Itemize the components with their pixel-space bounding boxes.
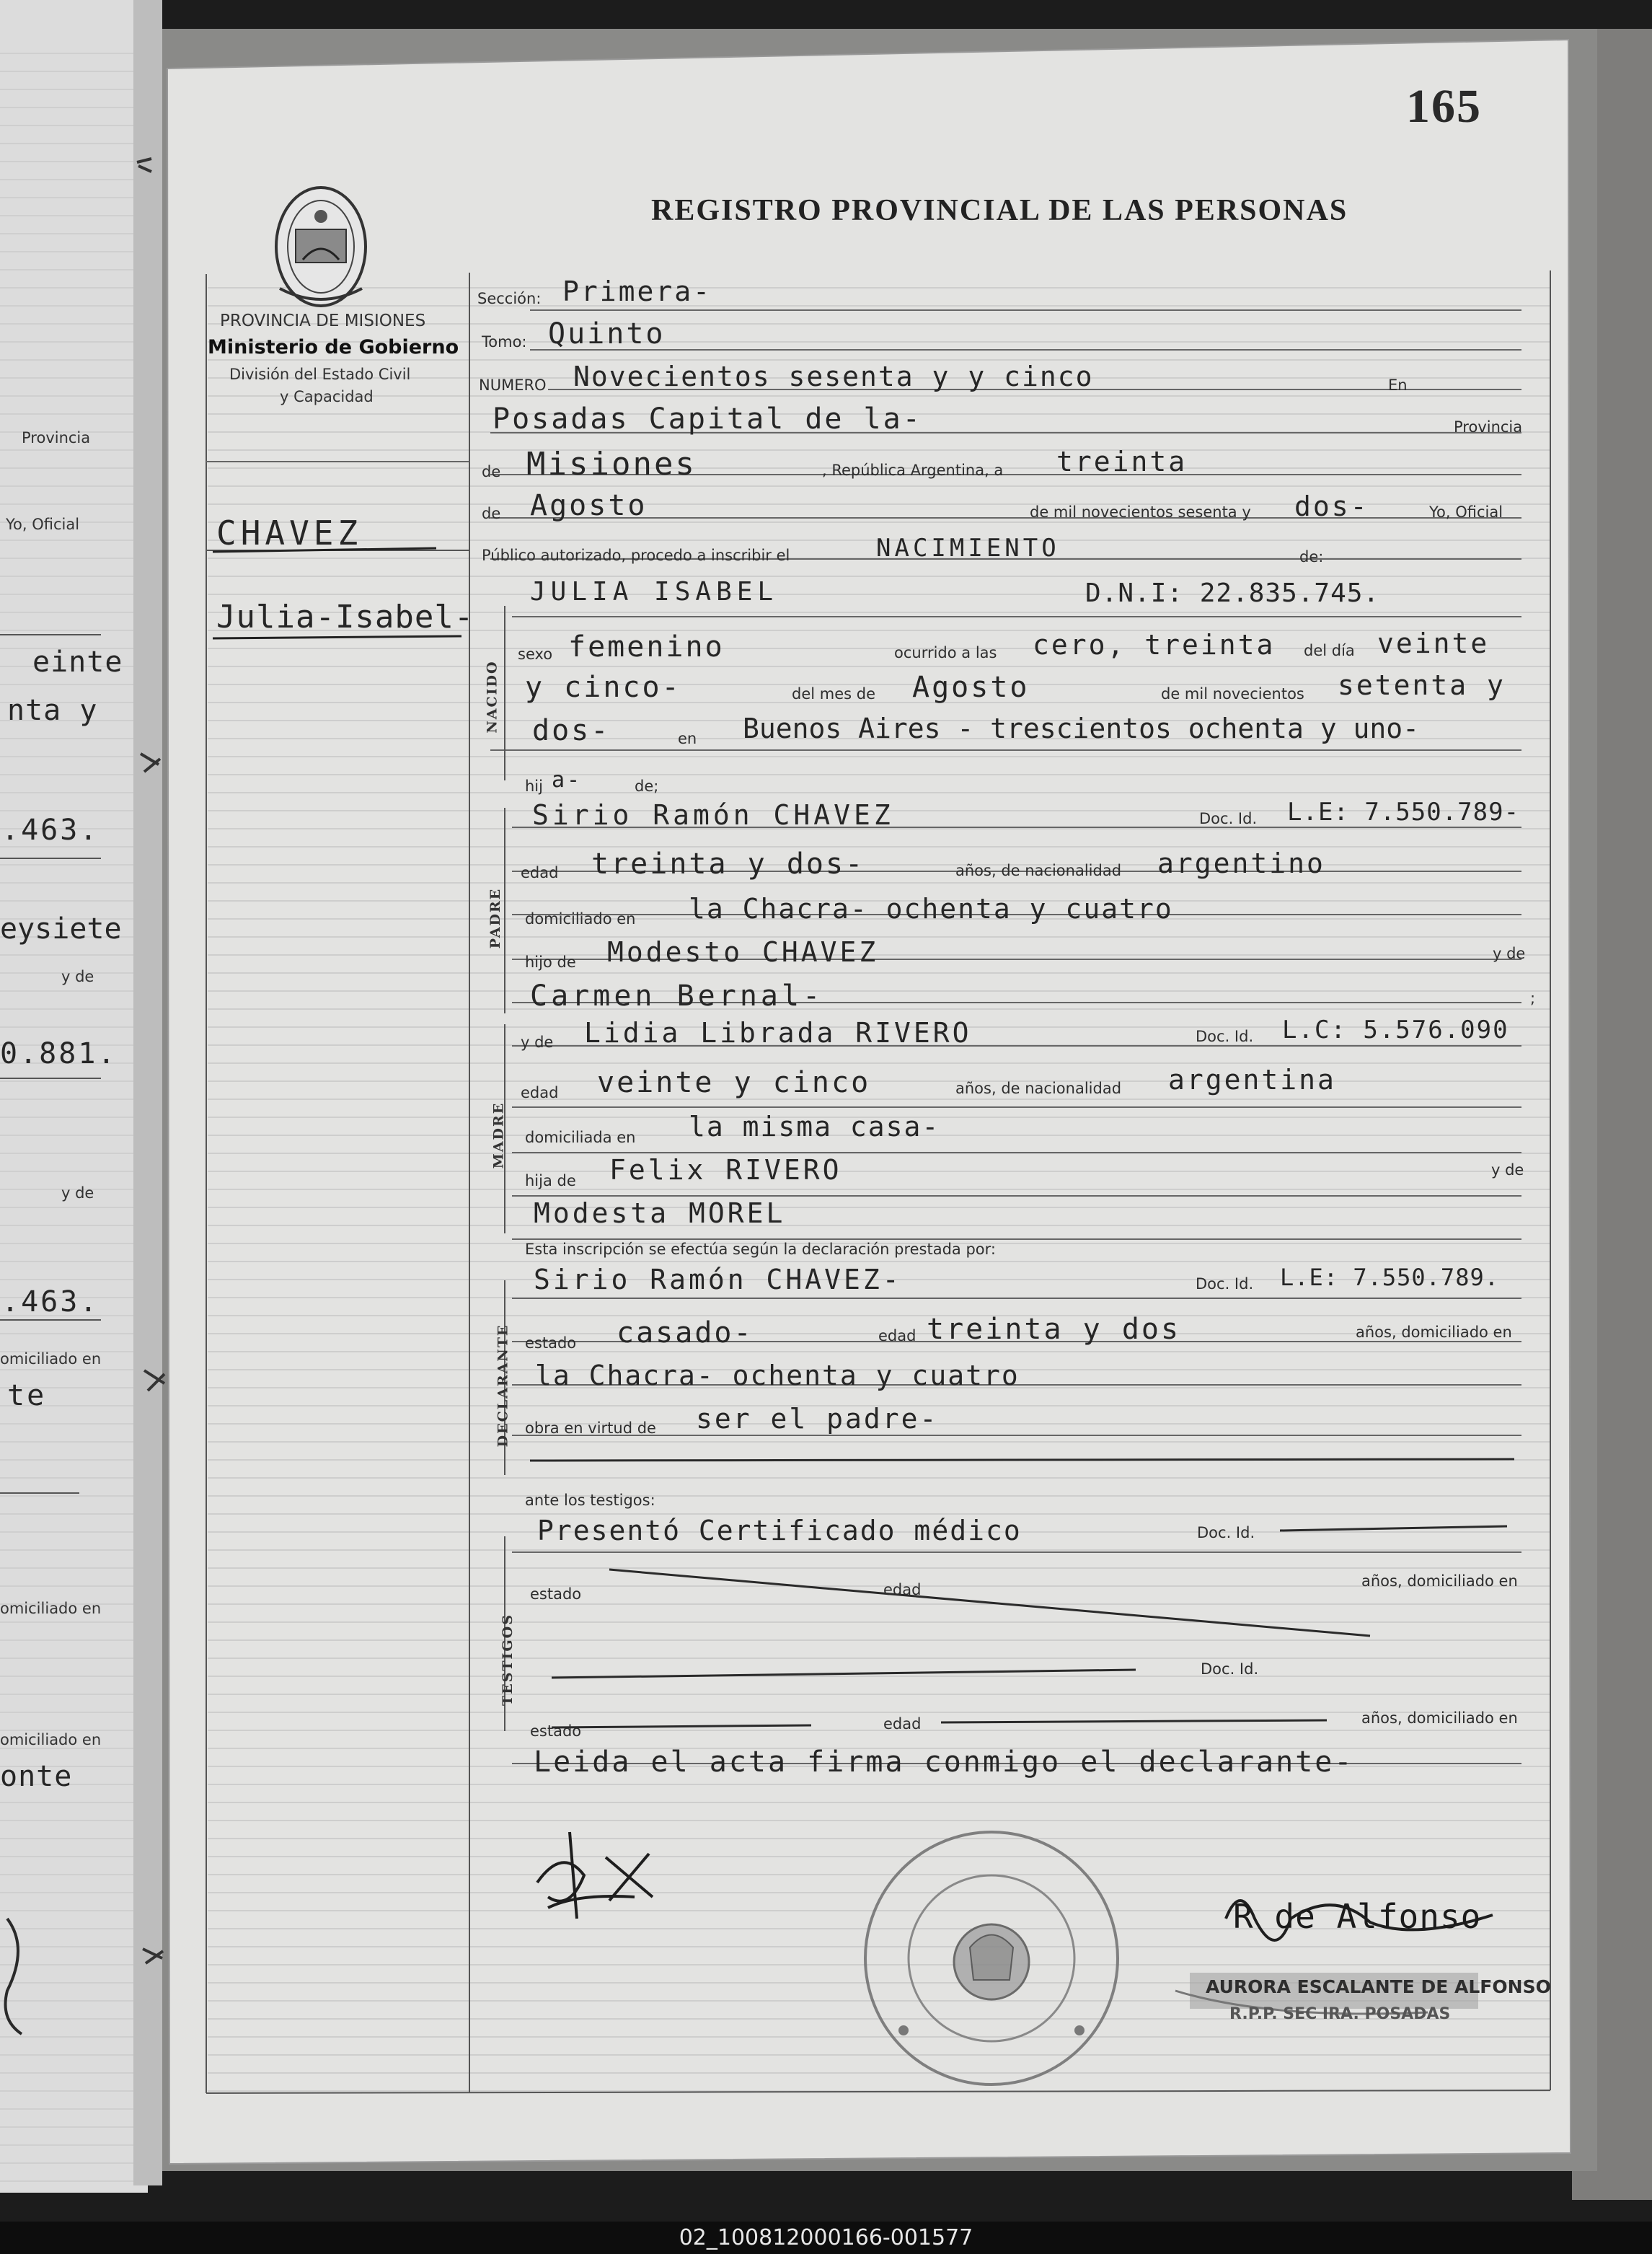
de-label-3: de: [1299, 548, 1324, 565]
father-doc-label: Doc. Id. [1199, 810, 1258, 827]
father-semicolon: ; [1530, 990, 1536, 1007]
day-value: treinta [1056, 446, 1188, 477]
left-frag: omiciliado en [0, 1600, 102, 1617]
left-frag: te [7, 1379, 47, 1412]
section-nacido: NACIDO [484, 660, 500, 734]
month-value: Agosto [530, 489, 648, 522]
page-number: 165 [1406, 80, 1482, 133]
birth-place: Buenos Aires - trescientos ochenta y uno- [743, 713, 1419, 744]
seccion-value: Primera- [562, 276, 712, 307]
mother-name: Lidia Librada RIVERO [584, 1017, 972, 1049]
birth-year-label: de mil novecientos [1161, 685, 1304, 703]
province-value: Misiones [526, 446, 697, 483]
section-madre: MADRE [490, 1101, 507, 1169]
declarant-estado: casado- [617, 1316, 754, 1350]
father-hijo-de-label: hijo de [525, 954, 576, 971]
declarante-intro: Esta inscripción se efectúa según la declaración prestada por: [525, 1241, 996, 1258]
left-frag: omiciliado en [0, 1350, 102, 1368]
father-name: Sirio Ramón CHAVEZ [532, 799, 894, 831]
de-label-2: de [482, 505, 501, 522]
seccion-label: Sección: [477, 290, 542, 307]
mes-label: del mes de [792, 685, 876, 703]
place-value: Posadas Capital de la- [492, 402, 922, 436]
official-signature: R de Alfonso [1233, 1897, 1482, 1936]
declarant-address: la Chacra- ochenta y cuatro [535, 1360, 1020, 1391]
ocurrido-label: ocurrido a las [894, 644, 997, 661]
testigo-edad-label-2: edad [883, 1715, 922, 1733]
de-label: de [482, 463, 501, 480]
maternal-grandmother: Modesta MOREL [534, 1197, 786, 1229]
birth-year-value-2: dos- [532, 714, 611, 747]
agency-line-4: y Capacidad [280, 388, 374, 405]
mother-age: veinte y cinco [597, 1066, 871, 1099]
father-address: la Chacra- ochenta y cuatro [689, 893, 1173, 925]
day-value-2: y cinco- [525, 671, 681, 704]
sexo-label: sexo [518, 646, 553, 663]
declarant-edad-label: edad [878, 1327, 916, 1344]
declarant-doc-label: Doc. Id. [1196, 1275, 1254, 1293]
tomo-value: Quinto [548, 317, 666, 351]
testigo-estado-label-2: estado [530, 1722, 582, 1740]
left-frag: eysiete [0, 912, 122, 946]
birth-en-label: en [678, 730, 697, 747]
testigo-anos-label: años, domiciliado en [1361, 1572, 1518, 1590]
left-frag: Provincia [22, 429, 91, 446]
margin-surname: CHAVEZ [216, 514, 363, 553]
declarant-name: Sirio Ramón CHAVEZ- [534, 1264, 902, 1295]
tomo-label: Tomo: [482, 333, 527, 351]
republica-label: , República Argentina, a [822, 462, 1004, 479]
child-dni: D.N.I: 22.835.745. [1085, 578, 1380, 608]
left-frag: einte [32, 646, 123, 679]
numero-value: Novecientos sesenta y y cinco [573, 361, 1094, 392]
year-label: de mil novecientos sesenta y [1030, 503, 1251, 521]
left-frag: y de [61, 968, 94, 985]
year-value: dos- [1294, 490, 1369, 522]
declarant-anos-label: años, domiciliado en [1356, 1324, 1512, 1341]
publico-label: Público autorizado, procedo a inscribir el [482, 547, 790, 564]
en-label: En [1388, 377, 1408, 394]
section-testigos: TESTIGOS [499, 1614, 516, 1706]
agency-line-3: División del Estado Civil [229, 366, 411, 383]
official-title: R.P.P. SEC IRA. POSADAS [1229, 2005, 1451, 2023]
child-name: JULIA ISABEL [530, 577, 779, 607]
numero-label: NUMERO [479, 377, 547, 394]
act-value: NACIMIENTO [876, 534, 1060, 563]
del-dia-label: del día [1304, 642, 1355, 659]
father-dom-label: domiciliado en [525, 910, 636, 928]
birth-year-value: setenta y [1338, 669, 1506, 701]
obra-value: ser el padre- [696, 1403, 939, 1435]
provincia-label: Provincia [1454, 418, 1523, 436]
declarant-doc-value: L.E: 7.550.789. [1280, 1264, 1499, 1291]
hijo-de-label: de; [635, 778, 659, 795]
registry-title: REGISTRO PROVINCIAL DE LAS PERSONAS [651, 194, 1348, 227]
mother-y-de-label: y de [521, 1034, 554, 1051]
mother-hija-de-label: hija de [525, 1172, 576, 1189]
maternal-grandfather: Felix RIVERO [609, 1154, 842, 1186]
declarant-estado-label: estado [525, 1334, 577, 1352]
ante-testigos-label: ante los testigos: [525, 1492, 655, 1509]
closing-statement: Leida el acta firma conmigo el declarante- [534, 1745, 1354, 1779]
province-seal-icon [276, 188, 366, 306]
mother-address: la misma casa- [689, 1111, 940, 1143]
sexo-value: femenino [568, 630, 725, 664]
agency-line-1: PROVINCIA DE MISIONES [220, 312, 426, 330]
official-name: AURORA ESCALANTE DE ALFONSO [1206, 1976, 1551, 1997]
testigo-estado-label: estado [530, 1585, 582, 1603]
agency-line-2: Ministerio de Gobierno [208, 336, 459, 358]
left-frag: 0.881. [0, 1037, 118, 1070]
testigo-doc-label-2: Doc. Id. [1201, 1660, 1259, 1678]
paternal-grandmother: Carmen Bernal- [530, 979, 824, 1013]
father-nationality: argentino [1157, 848, 1325, 879]
testigo-anos-label-2: años, domiciliado en [1361, 1709, 1518, 1727]
left-frag: nta y [7, 694, 98, 727]
declarant-age: treinta y dos [927, 1313, 1181, 1346]
mother-y-de-label-2: y de [1491, 1161, 1524, 1179]
father-y-de-label: y de [1493, 945, 1526, 962]
left-frag: y de [61, 1184, 94, 1202]
obra-label: obra en virtud de [525, 1419, 656, 1437]
testigo-edad-label: edad [883, 1581, 922, 1598]
father-edad-label: edad [521, 864, 559, 881]
left-frag: .463. [1, 1285, 100, 1318]
mother-doc-value: L.C: 5.576.090 [1282, 1016, 1509, 1044]
hour-value: cero, treinta [1033, 629, 1276, 661]
oficial-label: Yo, Oficial [1429, 503, 1503, 521]
father-nac-label: años, de nacionalidad [955, 862, 1122, 879]
mother-nac-label: años, de nacionalidad [955, 1080, 1122, 1097]
testigo-doc-label: Doc. Id. [1197, 1524, 1255, 1541]
presento-value: Presentó Certificado médico [537, 1515, 1022, 1546]
left-frag: onte [0, 1760, 73, 1793]
margin-given-names: Julia-Isabel- [216, 599, 474, 635]
section-declarante: DECLARANTE [495, 1324, 511, 1448]
birth-month: Agosto [912, 671, 1030, 704]
section-padre: PADRE [487, 887, 504, 949]
mother-doc-label: Doc. Id. [1196, 1028, 1254, 1045]
day-value-1: veinte [1377, 628, 1490, 659]
paternal-grandfather: Modesto CHAVEZ [607, 936, 879, 968]
father-age: treinta y dos- [591, 848, 865, 881]
left-frag: omiciliado en [0, 1731, 102, 1748]
hijo-label: hij [525, 778, 543, 795]
left-frag: Yo, Oficial [6, 516, 80, 533]
mother-nationality: argentina [1168, 1064, 1336, 1096]
mother-dom-label: domiciliada en [525, 1129, 636, 1146]
mother-edad-label: edad [521, 1084, 559, 1101]
left-frag: .463. [1, 814, 100, 847]
image-id-footer: 02_100812000166-001577 [0, 2222, 1652, 2254]
hijo-suffix: a- [552, 767, 583, 793]
father-doc-value: L.E: 7.550.789- [1287, 798, 1520, 827]
